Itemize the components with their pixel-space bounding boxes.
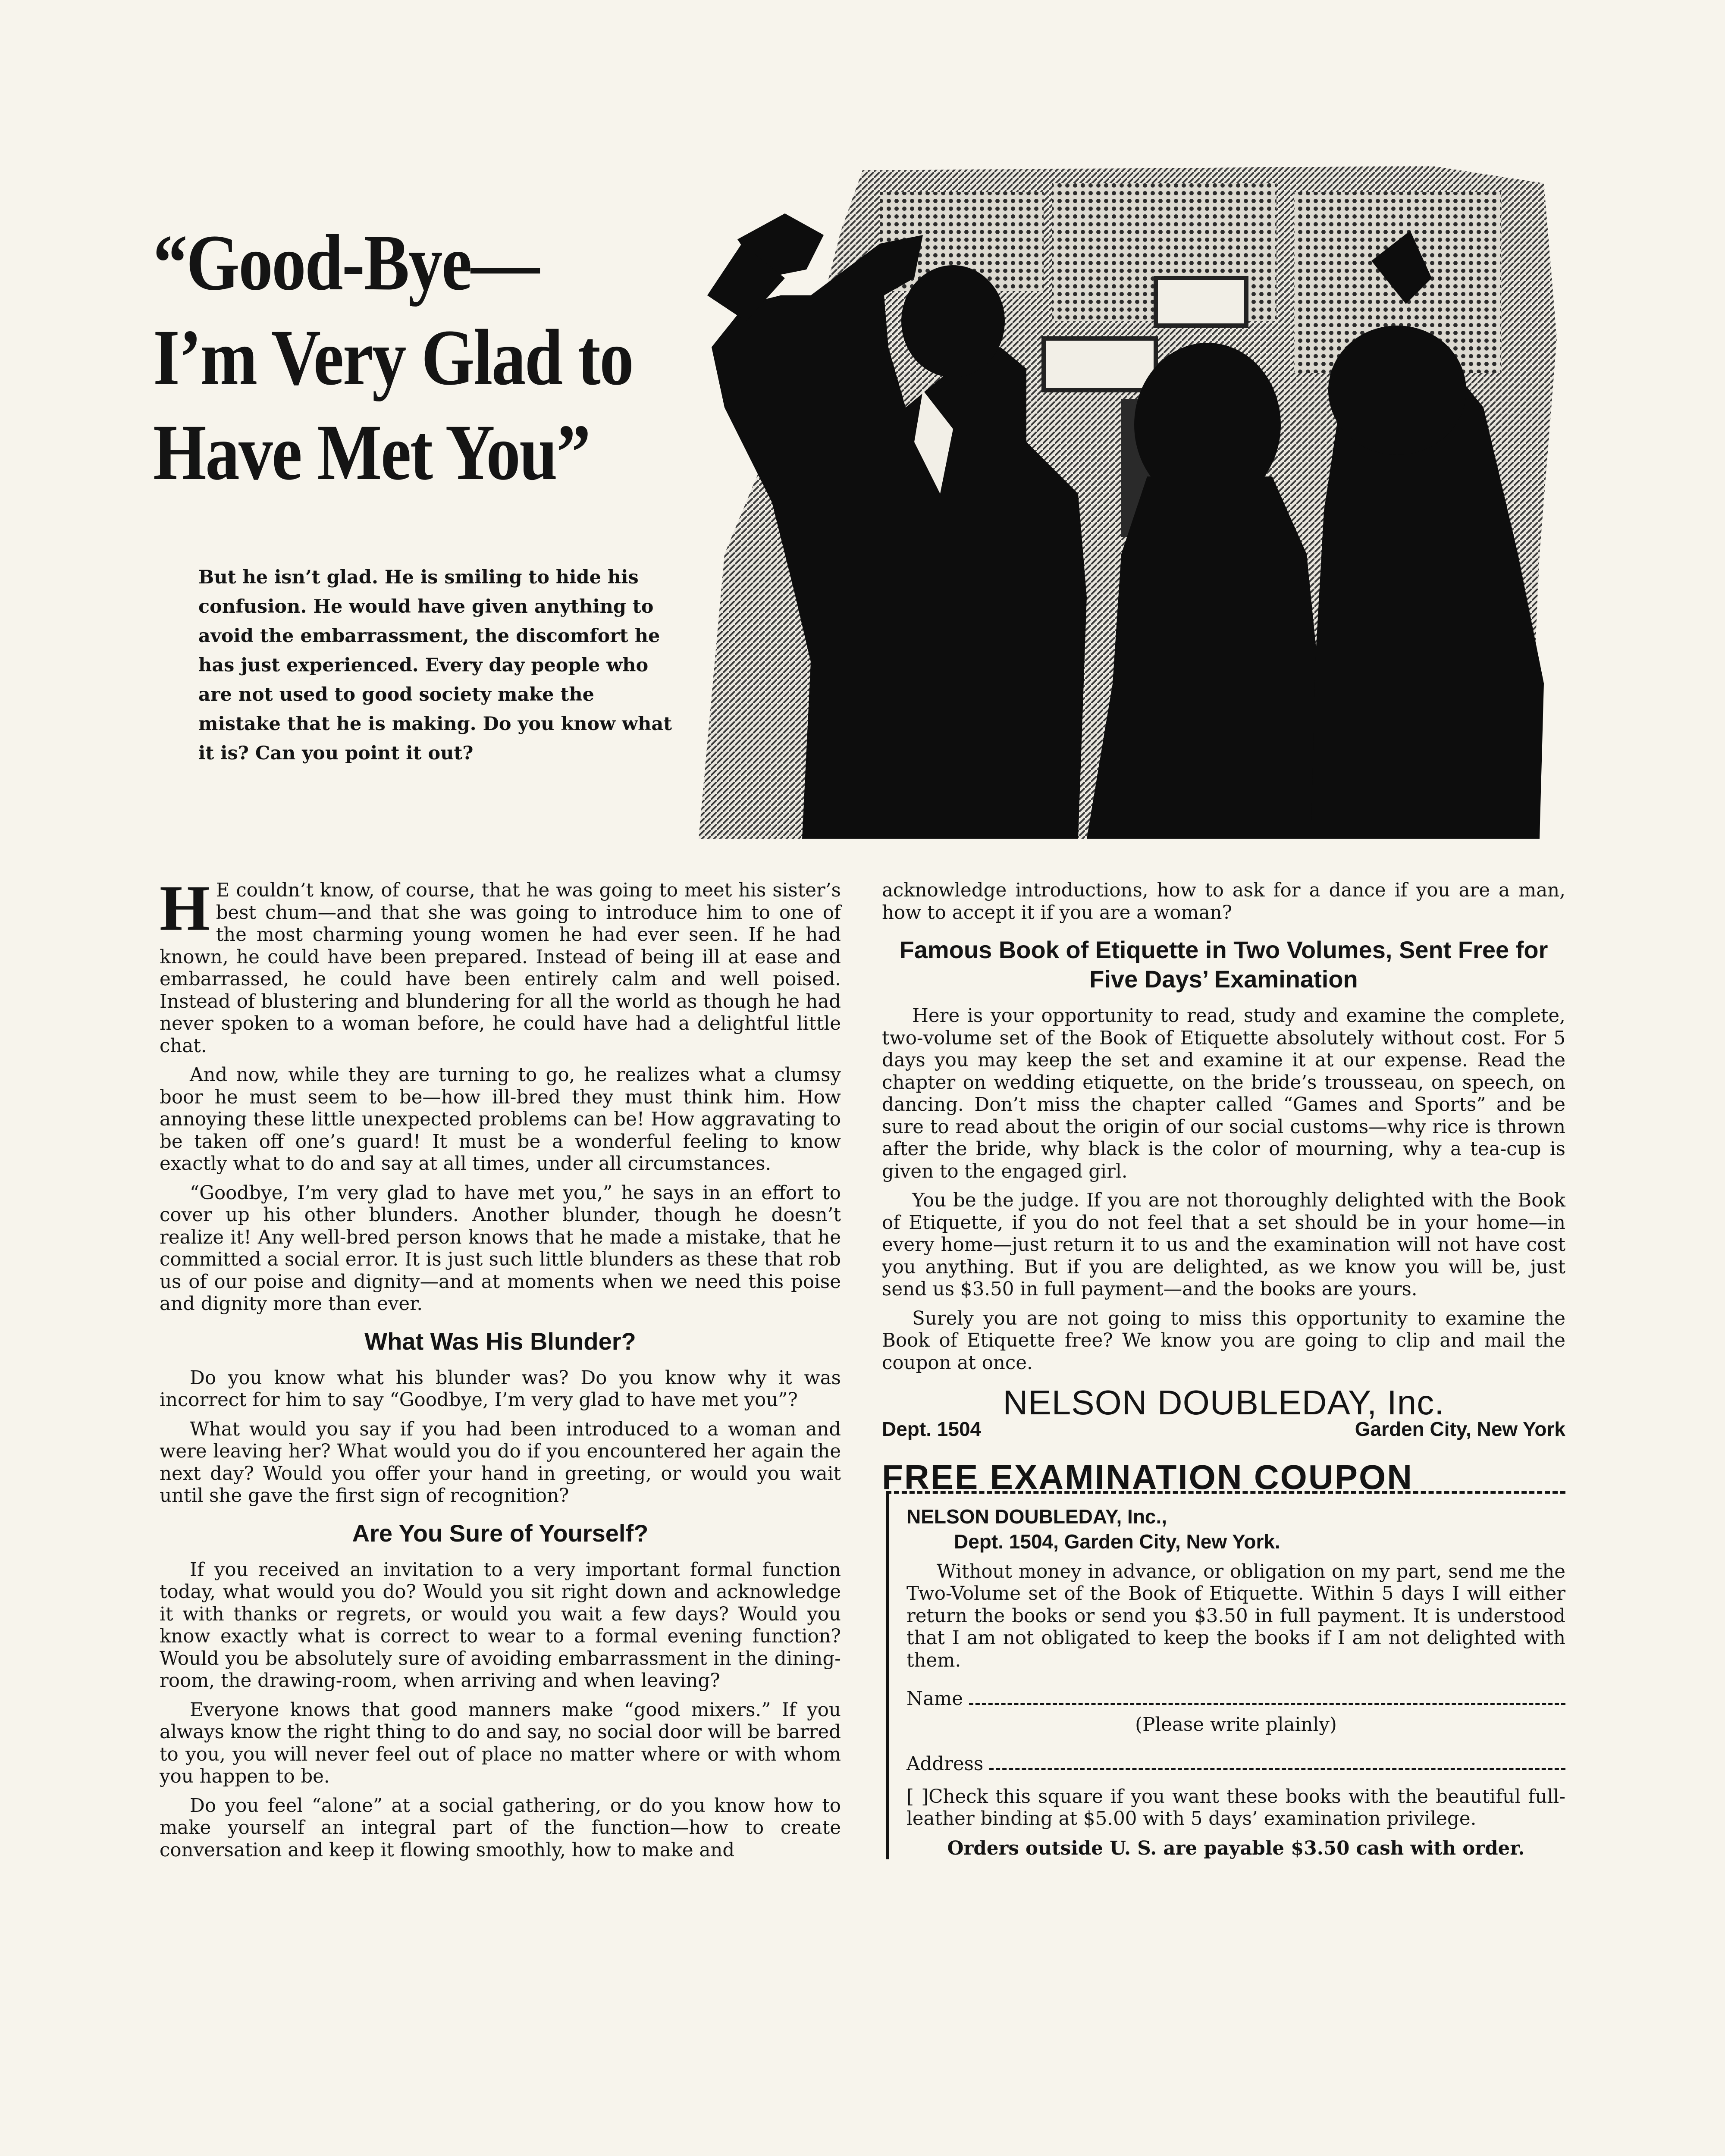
body-paragraph: And now, while they are turning to go, he realizes what a clumsy boor he must seem to be—how ill-bred they must think him. How annoying these little unexpected problems can be! How aggravating to be taken off one’s guard! It must be a wonderful feeling to know exactly what to do and say at all times, under all circumstances. xyxy=(160,1064,841,1175)
body-paragraph: Everyone knows that good manners make “good mixers.” If you always know the right thing to do and say, no social door will be barred to you, you will never feel out of place no matter where or with whom you happen to be. xyxy=(160,1699,841,1787)
company-name: NELSON DOUBLEDAY, Inc. xyxy=(1003,1383,1445,1422)
examination-coupon[interactable] xyxy=(886,1491,1565,1860)
company-dept: Dept. 1504 xyxy=(882,1417,982,1440)
drop-cap: H xyxy=(160,872,210,944)
continued-paragraph: acknowledge introductions, how to ask for a dance if you are a man, how to accept it if you are a woman? xyxy=(882,880,1565,924)
name-label: Name xyxy=(906,1688,963,1710)
address-field[interactable] xyxy=(906,1753,1565,1776)
company-city: Garden City, New York xyxy=(1355,1417,1565,1440)
headline-line-3: Have Met You” xyxy=(153,408,590,497)
coupon-recipient: NELSON DOUBLEDAY, Inc., xyxy=(906,1505,1167,1528)
intro-paragraph xyxy=(160,872,841,1057)
right-column xyxy=(882,880,1565,1866)
body-paragraph: What would you say if you had been introduced to a woman and were leaving her? What would you do if you encountered her again the next day? Would you offer your hand in greeting, or would you wait until she gave the first sign of recognition? xyxy=(160,1418,841,1507)
street-sign xyxy=(1044,338,1156,390)
address-input-line[interactable] xyxy=(989,1755,1565,1770)
name-input-line[interactable] xyxy=(969,1690,1565,1705)
left-column xyxy=(160,872,841,1868)
coupon-title: FREE EXAMINATION COUPON xyxy=(882,1458,1414,1496)
headline-line-2: I’m Very Glad to xyxy=(153,313,633,402)
body-paragraph: Do you feel “alone” at a social gathering, or do you know how to make yourself an integral part of the function—how to create conversation and keep it flowing smoothly, how to make and xyxy=(160,1795,841,1861)
body-paragraph: “Goodbye, I’m very glad to have met you,” he says in an effort to cover up his other blunders. Another blunder, though he doesn’t realize it! Any well-bred person knows that he made a mistake, that he committed a social error. It is just such little blunders as these that rob us of our poise and dignity—and at moments when we need this poise and dignity more than ever. xyxy=(160,1182,841,1315)
foreign-orders-note: Orders outside U. S. are payable $3.50 cash with order. xyxy=(947,1837,1525,1859)
headline-line-1: “Good-Bye— xyxy=(153,219,539,307)
subheading-offer: Famous Book of Etiquette in Two Volumes, Sent Free for Five Days’ Examination xyxy=(899,936,1548,993)
name-field[interactable] xyxy=(906,1688,1565,1711)
body-paragraph: Here is your opportunity to read, study and examine the complete, two-volume set of the Book of Etiquette absolutely without cost. For 5 days you may keep the set and examine it at our expense. Read the chapter on wedding etiquette, on the bride’s trousseau, on speech, on dancing. Don’t miss the chapter called “Games and Sports” and be sure to read about the origin of our social customs—why rice is thrown after the bride, why black is the color of mourning, why a tea-cup is given to the engaged girl. xyxy=(882,1005,1565,1182)
intro-text: E couldn’t know, of course, that he was going to meet his sister’s best chum—and that she was going to introduce him to one of the most charming young women he had ever seen. If he had known, he could have been prepared. Instead of being ill at ease and embarrassed, he could have been entirely calm and well poised. Instead of blustering and blundering for all the world as though he had never spoken to a woman before, he could have had a delightful little chat. xyxy=(160,880,841,1057)
body-paragraph: Do you know what his blunder was? Do you know why it was incorrect for him to say “Goodbye, I’m very glad to have met you”? xyxy=(160,1367,841,1411)
body-paragraph: Surely you are not going to miss this opportunity to examine the Book of Etiquette free? We know you are going to clip and mail the coupon at once. xyxy=(882,1307,1565,1374)
coupon-recipient-address: Dept. 1504, Garden City, New York. xyxy=(954,1530,1280,1553)
address-label: Address xyxy=(906,1753,984,1775)
name-hint: (Please write plainly) xyxy=(1135,1714,1337,1736)
subheading-blunder: What Was His Blunder? xyxy=(364,1327,636,1355)
headline xyxy=(153,216,633,500)
body-paragraph: You be the judge. If you are not thoroughly delighted with the Book of Etiquette, if you do not feel that a set should be in your home—in every home—just return it to us and the examination will not have cost you anything. But if you are delighted, as we know you will be, just send us $3.50 in full payment—and the books are yours. xyxy=(882,1190,1565,1300)
silhouette-illustration xyxy=(699,166,1561,843)
teaser-paragraph: But he isn’t glad. He is smiling to hide his confusion. He would have given anything to avoid the embarrassment, the discomfort he has just experienced. Every day people who are not used to good society make the mistake that he is making. Do you know what it is? Can you point it out? xyxy=(198,567,672,764)
leather-binding-checkbox-note[interactable]: [ ]Check this square if you want these books with the beautiful full-leather binding at $5.00 with 5 days’ examination privilege. xyxy=(906,1786,1565,1830)
subheading-sure: Are You Sure of Yourself? xyxy=(352,1519,649,1547)
body-paragraph: If you received an invitation to a very important formal function today, what would you do? Would you sit right down and acknowledge it with thanks or regrets, or would you wait a few days? Would you know exactly what is correct to wear to a formal evening function? Would you be absolutely sure of avoiding embarrassment in the dining-room, the drawing-room, when arriving and when leaving? xyxy=(160,1559,841,1692)
coupon-body: Without money in advance, or obligation on my part, send me the Two-Volume set of the Book of Etiquette. Within 5 days I will either return the books or send you $3.50 in full payment. It is understood that I am not obligated to keep the books if I am not delighted with them. xyxy=(906,1561,1565,1671)
